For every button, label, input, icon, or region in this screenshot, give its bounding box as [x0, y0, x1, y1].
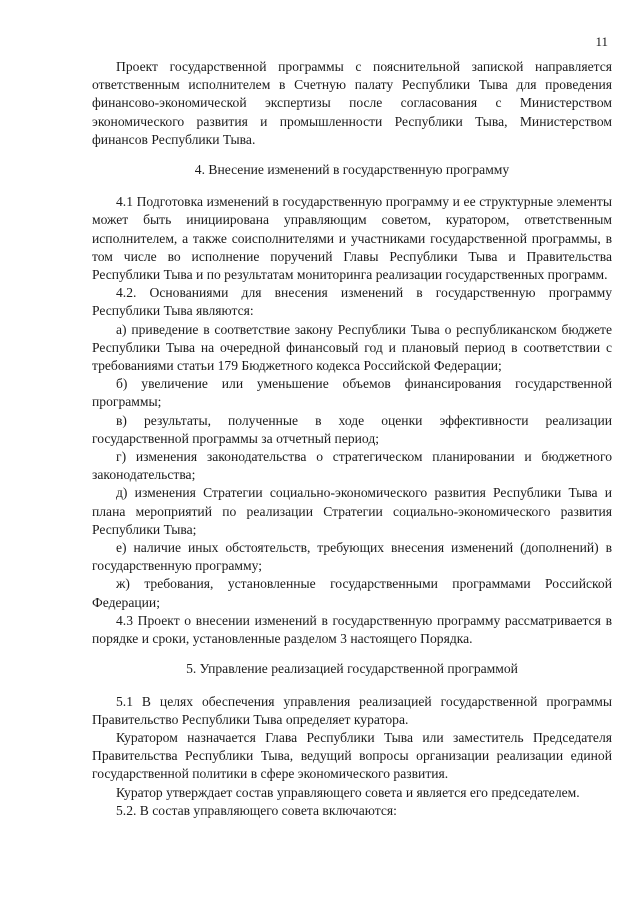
- list-item-b: б) увеличение или уменьшение объемов финансирования государственной программы;: [92, 376, 612, 410]
- paragraph-4-2: 4.2. Основаниями для внесения изменений в государственную программу Республики Тыва являются:: [92, 285, 612, 319]
- paragraph-5-2: 5.2. В состав управляющего совета включаются:: [116, 802, 397, 818]
- section-5-heading: 5. Управление реализацией государственной программой: [186, 661, 518, 677]
- list-item-zh: ж) требования, установленные государственными программами Российской Федерации;: [92, 576, 612, 610]
- paragraph-council: Куратор утверждает состав управляющего совета и является его председателем.: [116, 784, 580, 800]
- section-4-heading: 4. Внесение изменений в государственную программу: [194, 162, 510, 178]
- paragraph-curator: Куратором назначается Глава Республики Тыва или заместитель Председателя Правительства Республики Тыва, ведущий вопросы организации реализации единой государственной политики в сфере экономического развития.: [92, 729, 612, 782]
- paragraph-intro: Проект государственной программы с пояснительной запиской направляется ответственным исполнителем в Счетную палату Республики Тыва для проведения финансово-экономической экспертизы после согласования с Министерством экономического развития и промышленности Республики Тыва, Министерством финансов Республики Тыва.: [92, 59, 612, 147]
- paragraph-4-3: 4.3 Проект о внесении изменений в государственную программу рассматривается в порядке и сроки, установленные разделом 3 настоящего Порядка.: [92, 612, 612, 647]
- list-item-e: е) наличие иных обстоятельств, требующих внесения изменений (дополнений) в государственную программу;: [92, 540, 612, 574]
- paragraph-4-1: 4.1 Подготовка изменений в государственную программу и ее структурные элементы может быть инициирована управляющим советом, куратором, ответственным исполнителем, а также соисполнителями и участниками государственной программы, в том числе во исполнение поручений Главы Республики Тыва и Правительства Республики Тыва и по результатам мониторинга реализации государственных программ.: [92, 194, 612, 283]
- list-item-a: а) приведение в соответствие закону Республики Тыва о республиканском бюджете Республики Тыва на очередной финансовый год и плановый период в соответствии с требованиями статьи 179 Бюджетного кодекса Российской Федерации;: [92, 321, 612, 374]
- document-body: [92, 58, 612, 820]
- page-number: 11: [595, 34, 608, 49]
- list-item-v: в) результаты, полученные в ходе оценки эффективности реализации государственной программы за отчетный период;: [92, 412, 612, 446]
- paragraph-5-1: 5.1 В целях обеспечения управления реализацией государственной программы Правительство Республики Тыва определяет куратора.: [92, 693, 612, 727]
- list-item-g: г) изменения законодательства о стратегическом планировании и бюджетного законодательства;: [92, 449, 612, 483]
- list-item-d: д) изменения Стратегии социально-экономического развития Республики Тыва и плана мероприятий по реализации Стратегии социально-экономического развития Республики Тыва;: [92, 485, 612, 537]
